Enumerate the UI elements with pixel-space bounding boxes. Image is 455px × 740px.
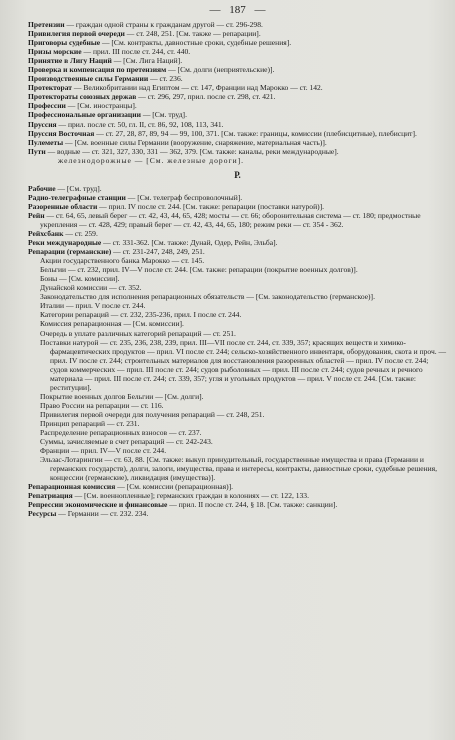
index-entry-text: — [См. военнопленные]; германских граждан в колониях — ст. 122, 133. (72, 491, 309, 501)
index-entry-head: Разоренные области (28, 201, 98, 211)
index-entry-text: — прил. после ст. 50, гл. II, ст. 86, 92, 108, 113, 341. (56, 119, 224, 129)
index-entry-text: — [См. труд]. (55, 183, 102, 193)
index-entry (28, 47, 447, 56)
reparations-subentry: Поставки натурой — ст. 235, 236, 238, 239, прил. III—VII после ст. 244, ст. 339, 357; красящих веществ и химико-фармацевтических продуктов — прил. VI после ст. 244; сельско-хозяйственного инвентаря, оборудования, скота и проч. — прил. IV после ст. 244; строительных материалов для восстановления разоренных областей — прил. IV после ст. 244; судов коммерческих — прил. III после ст. 244; судов рыболовных — прил. III после ст. 244; судов речных и речного материала — прил. III после ст. 244; ст. 339, 357; угля и угольных продуктов — прил. V после ст. 244. [См. также: реституции]. (40, 337, 447, 392)
index-entry-text: — Германии — ст. 232. 234. (56, 509, 149, 519)
index-entry (28, 509, 447, 518)
index-entry-head: Ресурсы (28, 509, 57, 519)
reparations-subentries (28, 256, 447, 482)
index-block-r (28, 184, 447, 256)
index-entry-head: Рейн (28, 210, 45, 220)
index-entry-text: — [См. контракты, давностные сроки, судебные решения]. (100, 38, 292, 48)
index-entry-head: Репрессии экономические и финансовые (28, 500, 168, 510)
reparations-subentry: Франции — прил. IV—V после ст. 244. (40, 446, 167, 456)
index-entry-text: — прил. II после ст. 244, § 18. [См. также: санкции]. (167, 500, 338, 510)
index-block-r-tail (28, 482, 447, 518)
index-subentry: железнодорожные — [См. железные дороги]. (58, 155, 245, 165)
index-entry-text: — ст. 64, 65, левый берег — ст. 42, 43, 44, 65, 428; мосты — ст. 66; оборонительная система — ст. 180; предмостные укрепления — ст. 428, 429; правый берег — ст. 42, 43, 44, 65, 180; режим реки — ст. 354 - 362. (40, 210, 421, 229)
index-entry-head: Проверка и компенсация по претензиям (28, 65, 167, 75)
index-entry-head: Рейхсбанк (28, 228, 64, 238)
reparations-subentry: Эльзас-Лотарингии — ст. 63, 88. [См. также: выкуп принудительный, государственные имущества и права (Германии и германских государств), долги, залоги, имущества, права и интересы, контракты, давностные сроки, судебные решения, концессии (германские), ликвидация (имущества)]. (40, 455, 438, 483)
index-entry-text: — ст. 231-247, 248, 249, 251. (111, 247, 205, 257)
index-entry-head: Репатриация (28, 491, 73, 501)
index-entry-text: — ст. 331-362. [См. также: Дунай, Одер, Рейн, Эльба]. (101, 238, 278, 248)
reparations-subentry: Дунайской комиссии — ст. 352. (40, 283, 142, 293)
index-entry-head: Претензии (28, 20, 65, 29)
reparations-subentry: Очередь в уплате различных категорий репараций — ст. 251. (40, 328, 236, 338)
index-entry-head: Протектораты союзных держав (28, 92, 137, 102)
index-entry (28, 92, 447, 101)
index-entry-text: — водные — ст. 321, 327, 330, 331 — 362, 379. [См. также: каналы, реки международные]. (45, 146, 339, 156)
index-entry (28, 20, 447, 29)
index-entry (28, 65, 447, 74)
index-entry-text: — прил. IV после ст. 244. [См. также: репарации (поставки натурой)]. (97, 201, 325, 211)
reparations-subentry: Комиссия репарационная — [См. комиссии]. (40, 319, 184, 329)
index-entry (28, 29, 447, 38)
index-entry-text: — прил. III после ст. 244, ст. 440. (81, 47, 191, 57)
index-entry (28, 491, 447, 500)
index-entry (28, 138, 447, 147)
index-entry-text: — Великобритании над Египтом — ст. 147, Франции над Марокко — ст. 142. (72, 83, 323, 93)
index-entry-head: Призы морские (28, 47, 82, 57)
page-number: — 187 — (209, 4, 266, 16)
reparations-subentry: Право России на репарации — ст. 116. (40, 400, 164, 410)
reparations-subentry: Привилегия первой очереди для получения репараций — ст. 248, 251. (40, 409, 265, 419)
index-entry-text: — [См. иностранцы]. (65, 101, 137, 111)
index-entry (28, 147, 447, 156)
index-entry-text: — [См. телеграф беспроволочный]. (125, 192, 243, 202)
reparations-subentry: Италии — прил. V после ст. 244. (40, 301, 146, 311)
reparations-subentry: Бельгии — ст. 232, прил. IV—V после ст. 244. [См. также: репарации (покрытие военных долгов)]. (40, 265, 358, 275)
index-entry-text: — [См. комиссии (репарационная)]. (115, 482, 233, 492)
index-entry-text: — ст. 27, 28, 87, 89, 94 — 99, 100, 371. [См. также: границы, комиссии (плебисцитные), плебисцит]. (94, 128, 417, 138)
reparations-subentry: Боны — [См. комиссии]. (40, 274, 120, 284)
index-entry-head: Пулеметы (28, 137, 64, 147)
index-entry-text: — ст. 236. (148, 74, 183, 84)
index-entry (28, 193, 447, 202)
index-entry-text: — граждан одной страны к гражданам другой — ст. 296-298. (64, 20, 263, 29)
reparations-subentry: Законодательство для исполнения репарационных обязательств — [См. законодательство (германское)]. (40, 292, 375, 302)
index-entry-head: Производственные силы Германии (28, 74, 149, 84)
index-entry-head: Пруссия (28, 119, 57, 129)
index-entry-head: Репарационная комиссия (28, 482, 116, 492)
index-entry (28, 482, 447, 491)
index-entry-head: Реки международные (28, 238, 102, 248)
index-entry (28, 247, 447, 256)
index-entry-head: Принятие в Лигу Наций (28, 56, 112, 66)
section-letter: Р. (234, 169, 241, 180)
reparations-subentry: Распределение репарационных взносов — ст. 237. (40, 428, 202, 438)
index-entry (28, 56, 447, 65)
index-entry-head: Протекторат (28, 83, 73, 93)
index-entry-head: Пруссия Восточная (28, 128, 95, 138)
index-entry (28, 129, 447, 138)
index-entry-text: — [См. долги (неприятельские)]. (166, 65, 275, 75)
reparations-subentry: Покрытие военных долгов Бельгии — [См. долги]. (40, 391, 204, 401)
index-entry-head: Профессии (28, 101, 66, 111)
index-entry (28, 74, 447, 83)
index-entry-text: — [См. Лига Наций]. (111, 56, 183, 66)
index-entry-text: — ст. 296, 297, прил. после ст. 298, ст. 421. (136, 92, 276, 102)
index-entry (28, 202, 447, 211)
index-entry-head: Профессиональные организации (28, 110, 141, 120)
index-entry (28, 101, 447, 110)
index-entry (28, 238, 447, 247)
index-entry (28, 83, 447, 92)
index-entry-text: — [См. труд]. (140, 110, 187, 120)
index-entry (28, 110, 447, 119)
index-entry (28, 38, 447, 47)
index-entry-head: Рабочие (28, 183, 56, 193)
index-entry (28, 211, 447, 229)
index-entry-text: — [См. военные силы Германии (вооружение, снаряжение, материальная часть)]. (63, 137, 327, 147)
index-entry-head: Привилегия первой очереди (28, 29, 125, 39)
index-entry (28, 229, 447, 238)
index-entry (28, 120, 447, 129)
index-entry-head: Репарации (германские) (28, 247, 112, 257)
reparations-subentry: Суммы, зачисляемые в счет репараций — ст. 242-243. (40, 437, 213, 447)
index-entry-text: — ст. 259. (63, 228, 98, 238)
index-entry-head: Приговоры судебные (28, 38, 101, 48)
reparations-subentry: Акции государственного банка Марокко — ст. 145. (40, 256, 205, 266)
index-entry-text: — ст. 248, 251. [См. также — репарации]. (124, 29, 261, 39)
index-entry-head: Пути (28, 146, 46, 156)
reparations-subentry: Принцип репараций — ст. 231. (40, 418, 140, 428)
index-block-p (28, 20, 447, 156)
reparations-subentry: Категории репараций — ст. 232, 235-236, прил. I после ст. 244. (40, 310, 242, 320)
index-entry (28, 184, 447, 193)
index-entry-head: Радио-телеграфные станции (28, 192, 126, 202)
index-entry (28, 500, 447, 509)
